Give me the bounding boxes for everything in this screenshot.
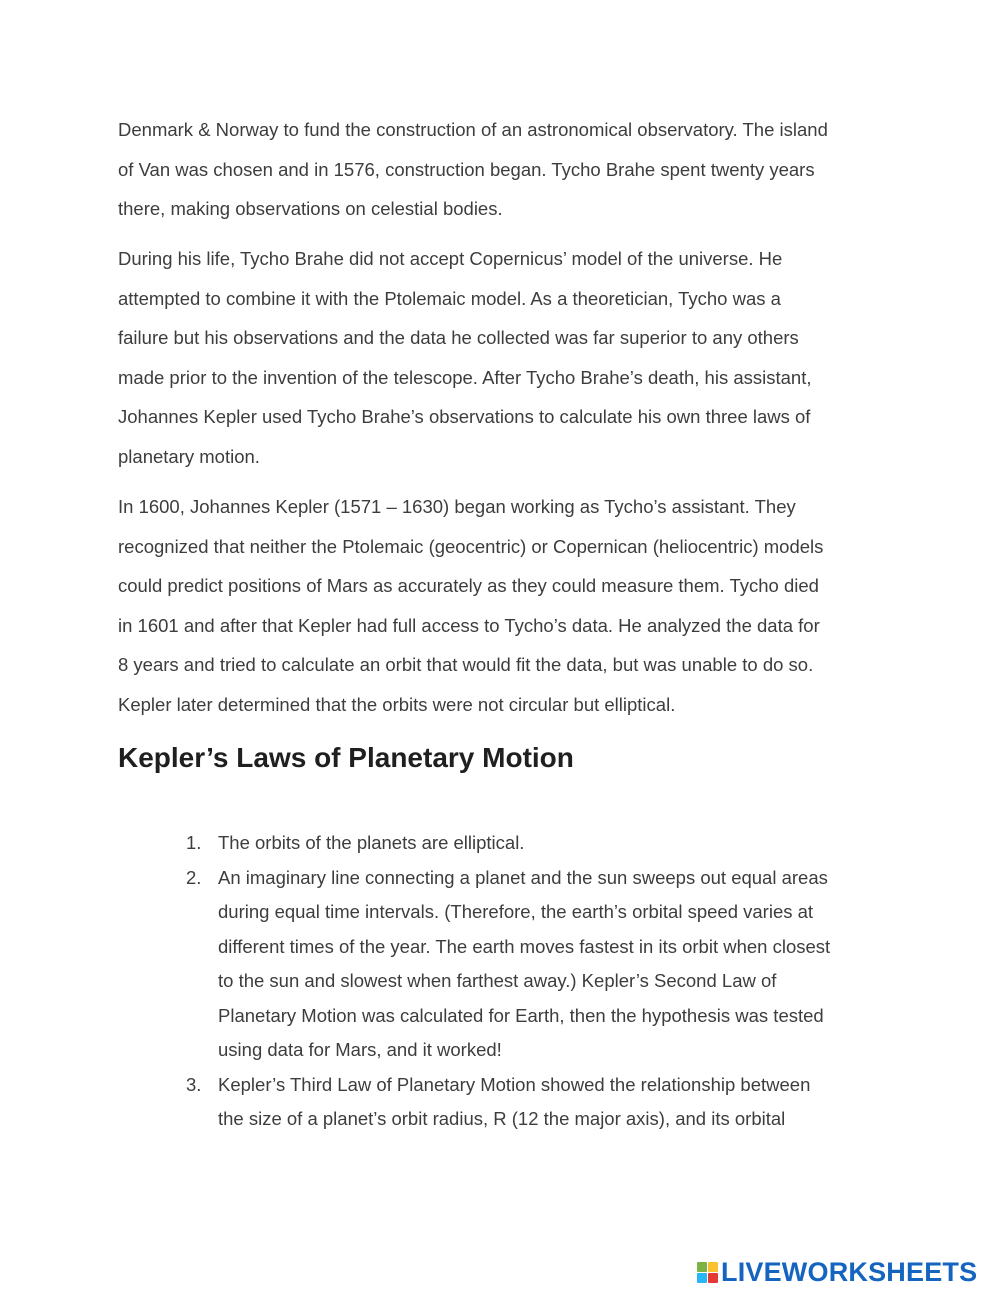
logo-block-blue (697, 1273, 707, 1283)
paragraph-line: Kepler later determined that the orbits were not circular but elliptical. (118, 693, 676, 715)
paragraph-line: In 1600, Johannes Kepler (1571 – 1630) began working as Tycho’s assistant. They (118, 496, 796, 517)
paragraph-line: in 1601 and after that Kepler had full access to Tycho’s data. He analyzed the data for (118, 614, 820, 636)
paragraph-line: could predict positions of Mars as accurately as they could measure them. Tycho died (118, 575, 819, 596)
list-item (186, 1068, 886, 1137)
paragraph-line: During his life, Tycho Brahe did not accept Copernicus’ model of the universe. He (118, 248, 783, 269)
paragraph-line: 8 years and tried to calculate an orbit that would fit the data, but was unable to do so. (118, 654, 814, 675)
list-item (186, 861, 886, 1068)
paragraph-line: planetary motion. (118, 445, 260, 467)
paragraph-line: of Van was chosen and in 1576, construction began. Tycho Brahe spent twenty years (118, 158, 815, 180)
list-item-line: to the sun and slowest when farthest away.) Kepler’s Second Law of (218, 970, 777, 991)
list-item-line: The orbits of the planets are elliptical. (218, 832, 525, 853)
paragraph-line: failure but his observations and the data he collected was far superior to any others (118, 327, 799, 348)
logo-text: LIVEWORKSHEETS (721, 1256, 978, 1287)
list-item-line: different times of the year. The earth moves fastest in its orbit when closest (218, 935, 831, 957)
section-heading: Kepler’s Laws of Planetary Motion (118, 742, 574, 773)
paragraph-tycho-model (118, 239, 888, 476)
paragraph-line: attempted to combine it with the Ptolemaic model. As a theoretician, Tycho was a (118, 287, 781, 309)
list-item-number: 3. (186, 1073, 202, 1095)
paragraph-line: made prior to the invention of the telescope. After Tycho Brahe’s death, his assistant, (118, 366, 812, 388)
paragraph-observatory (118, 110, 888, 229)
logo-blocks-icon (697, 1262, 718, 1283)
logo-block-yellow (708, 1262, 718, 1272)
paragraph-line: Denmark & Norway to fund the construction of an astronomical observatory. The island (118, 119, 828, 140)
list-item-number: 2. (186, 866, 202, 888)
laws-list (186, 826, 886, 1137)
list-item-line: An imaginary line connecting a planet and the sun sweeps out equal areas (218, 866, 828, 888)
logo-block-red (708, 1273, 718, 1283)
list-item-line: Kepler’s Third Law of Planetary Motion showed the relationship between (218, 1073, 811, 1095)
list-item-line: using data for Mars, and it worked! (218, 1039, 502, 1060)
list-item (186, 826, 886, 861)
paragraph-line: there, making observations on celestial bodies. (118, 198, 503, 219)
liveworksheets-logo[interactable] (697, 1257, 977, 1287)
list-item-line: during equal time intervals. (Therefore, the earth’s orbital speed varies at (218, 901, 814, 922)
paragraph-line: recognized that neither the Ptolemaic (geocentric) or Copernican (heliocentric) models (118, 535, 824, 557)
paragraph-line: Johannes Kepler used Tycho Brahe’s observations to calculate his own three laws of (118, 406, 811, 427)
paragraph-kepler-assistant (118, 487, 888, 724)
list-item-line: the size of a planet’s orbit radius, R (12 the major axis), and its orbital (218, 1108, 786, 1129)
logo-block-green (697, 1262, 707, 1272)
list-item-line: Planetary Motion was calculated for Earth, then the hypothesis was tested (218, 1004, 824, 1026)
list-item-number: 1. (186, 832, 202, 853)
